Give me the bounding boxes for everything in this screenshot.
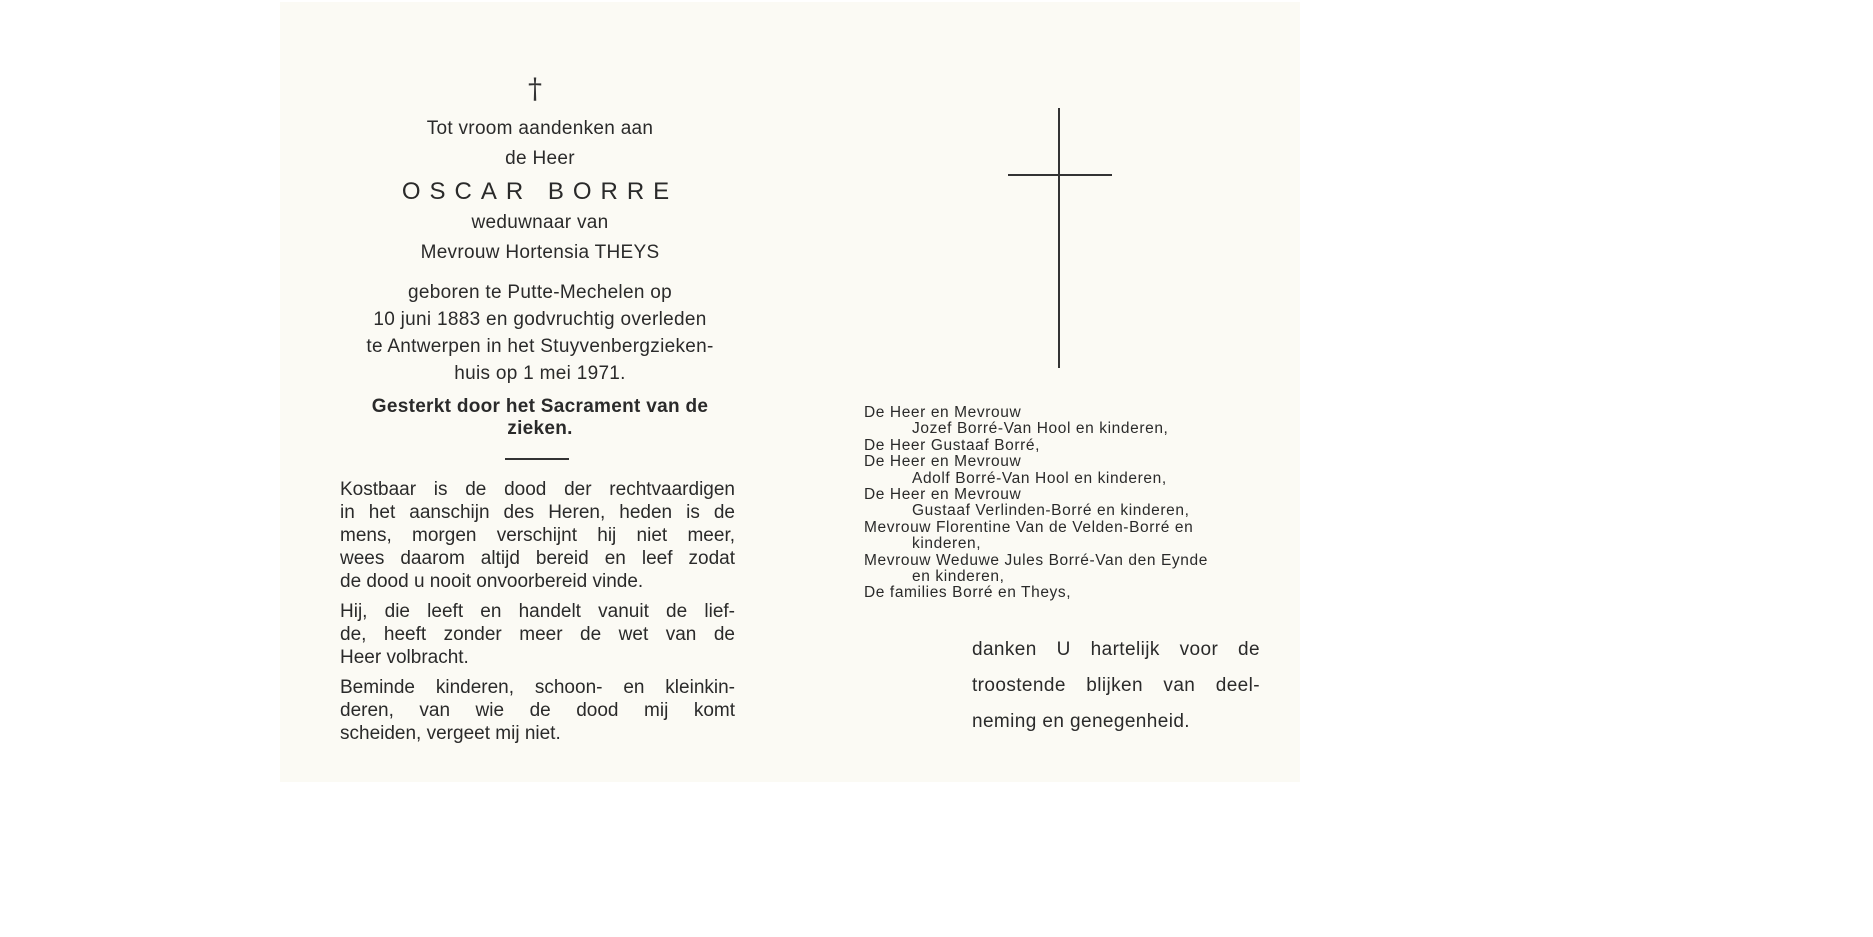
farewell-paragraph	[340, 676, 735, 745]
paragraph-line: Beminde kinderen, schoon- en kleinkin-	[340, 677, 735, 698]
large-cross-icon	[1058, 108, 1060, 368]
small-cross-icon: †	[528, 72, 542, 105]
law-paragraph	[340, 600, 735, 669]
paragraph-line: Heer volbracht.	[340, 647, 469, 668]
family-line: Adolf Borré-Van Hool en kinderen,	[912, 469, 1167, 487]
paragraph-line: Kostbaar is de dood der rechtvaardigen	[340, 479, 735, 500]
thanks-line: neming en genegenheid.	[972, 711, 1190, 732]
family-line: Gustaaf Verlinden-Borré en kinderen,	[912, 502, 1190, 520]
family-line: en kinderen,	[912, 568, 1005, 586]
paragraph-line: mens, morgen verschijnt hij niet meer,	[340, 525, 735, 546]
birth-line: huis op 1 mei 1971.	[454, 363, 626, 384]
family-line: Mevrouw Florentine Van de Velden-Borré en	[864, 518, 1194, 536]
paragraph-line: deren, van wie de dood mij komt	[340, 700, 735, 721]
widower-line: weduwnaar van	[471, 212, 609, 233]
paragraph-line: wees daarom altijd bereid en leef zodat	[340, 548, 735, 569]
family-line: De Heer Gustaaf Borré,	[864, 436, 1041, 454]
scripture-paragraph	[340, 478, 735, 593]
birth-line: geboren te Putte-Mechelen op	[407, 282, 673, 303]
paragraph-line: Hij, die leeft en handelt vanuit de lief-	[340, 601, 735, 622]
large-cross-icon-bar	[1008, 174, 1112, 176]
birth-line: 10 juni 1883 en godvruchtig overleden	[373, 309, 707, 330]
paragraph-line: in het aanschijn des Heren, heden is de	[340, 502, 735, 523]
paragraph-line: de dood u nooit onvoorbereid vinde.	[340, 571, 644, 592]
family-list	[864, 405, 1264, 602]
paragraph-line: de, heeft zonder meer de wet van de	[340, 624, 735, 645]
family-line: De Heer en Mevrouw	[864, 453, 1022, 471]
birth-line: te Antwerpen in het Stuyvenbergzieken-	[366, 336, 714, 357]
dedication-line: Tot vroom aandenken aan	[426, 118, 654, 139]
family-line: De families Borré en Theys,	[864, 584, 1072, 602]
family-line: De Heer en Mevrouw	[864, 404, 1022, 421]
family-line: De Heer en Mevrouw	[864, 486, 1022, 504]
title-line: de Heer	[505, 148, 575, 169]
thanks-line: troostende blijken van deel-	[972, 675, 1260, 696]
spouse-line: Mevrouw Hortensia THEYS	[420, 242, 660, 263]
paragraph-line: scheiden, vergeet mij niet.	[340, 723, 561, 744]
family-line: kinderen,	[912, 535, 982, 553]
thanks-line: danken U hartelijk voor de	[972, 639, 1260, 660]
sacrament-line: zieken.	[507, 418, 573, 439]
family-line: Jozef Borré-Van Hool en kinderen,	[912, 420, 1169, 438]
thanks-text	[972, 632, 1260, 740]
deceased-name: OSCAR BORRE	[401, 178, 679, 205]
family-line: Mevrouw Weduwe Jules Borré-Van den Eynde	[864, 551, 1208, 569]
divider	[505, 458, 569, 460]
sacrament-line: Gesterkt door het Sacrament van de	[371, 396, 709, 417]
